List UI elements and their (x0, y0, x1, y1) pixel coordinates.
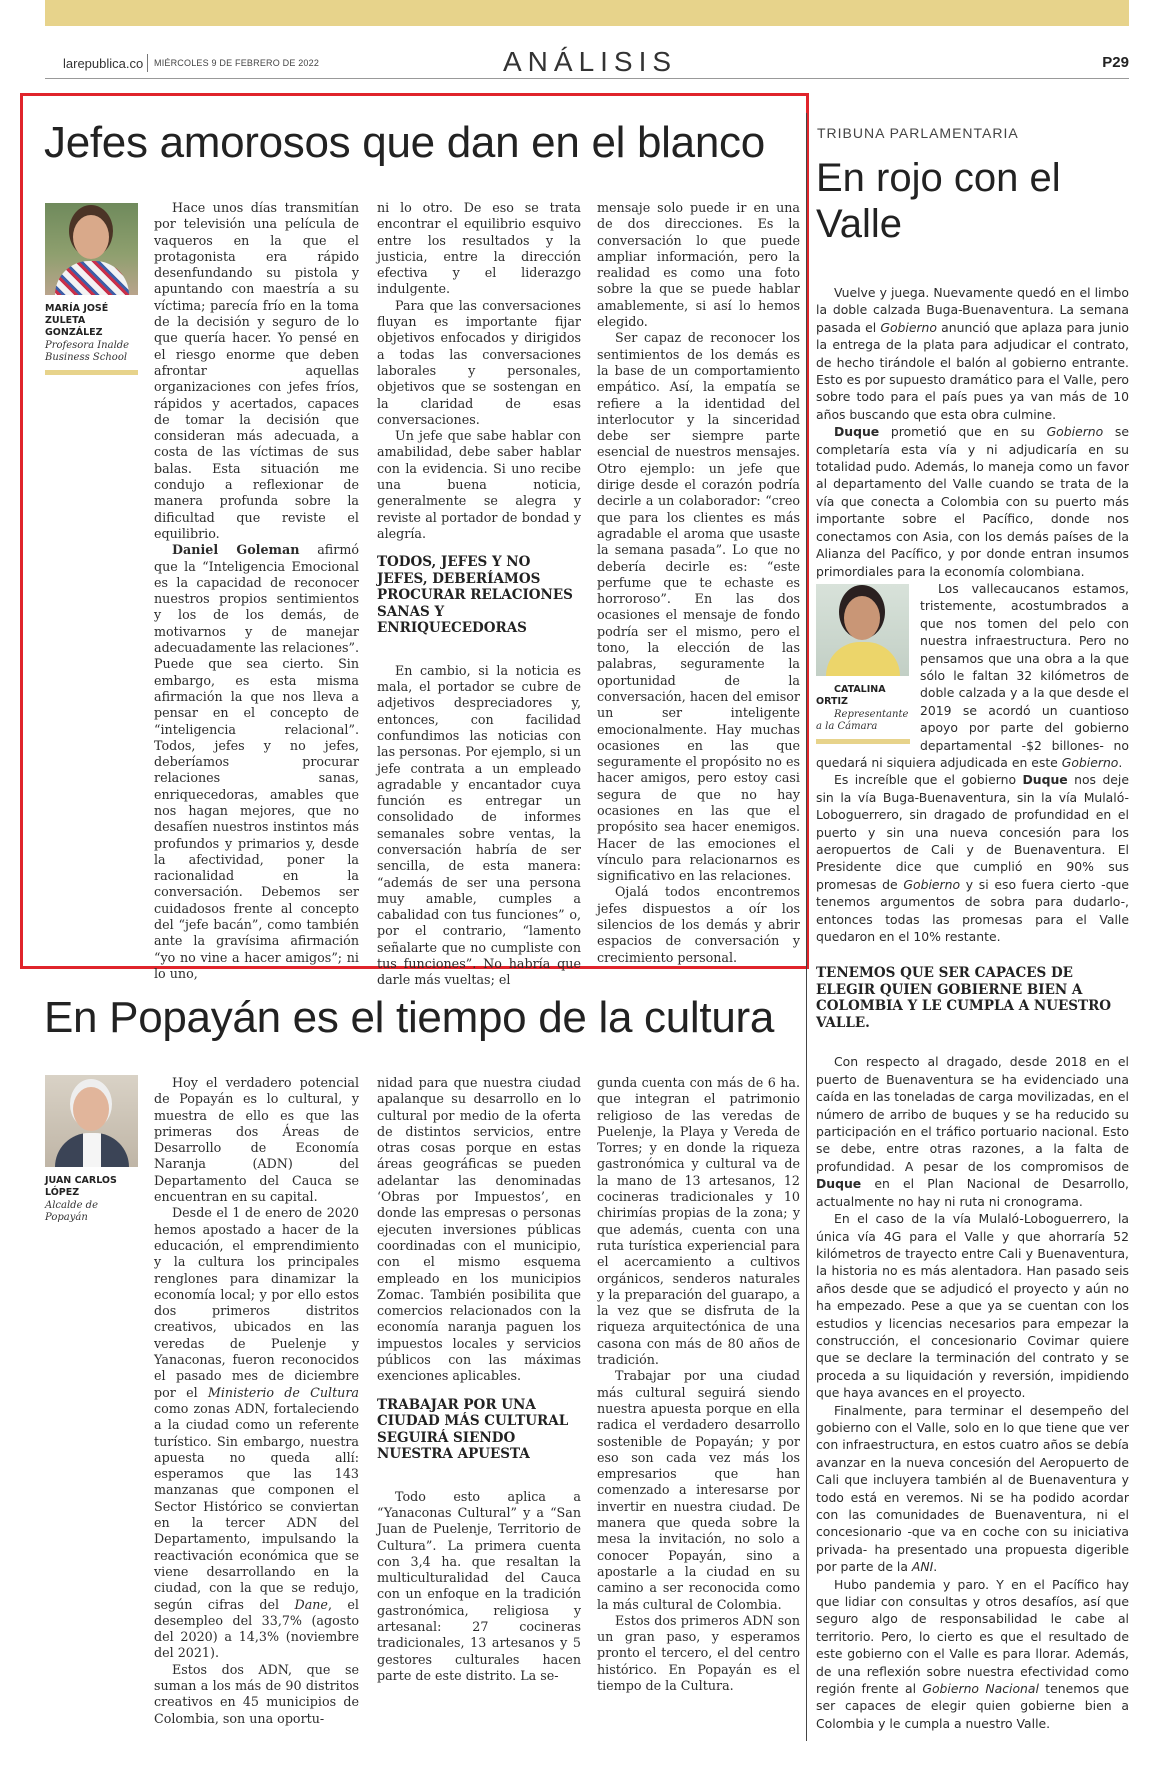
author-name: JUAN CARLOS LÓPEZ (45, 1175, 117, 1198)
masthead-divider (147, 54, 148, 72)
article1-author (45, 203, 138, 375)
paragraph: Hace unos días transmitían por televisión una película de vaqueros en la que el protagonista era rápido desenfundando su pistola y apuntando con maestría a su víctima; parecía frío en la toma de la decisión y seguro de lo que quería hacer. Yo pensé en el riesgo enorme que deben afrontar aquellas organizaciones con jefes fríos, rápidos y acertados, capaces de tomar la decisión que consideran más adecuada, a costa de las víctimas de sus balas. Esta situación me condujo a reflexionar de manera profunda sobre la dificultad que reviste el equilibrio. (154, 200, 359, 541)
text-run: tenemos que ser capaces de elegir quien gobierne bien a Colombia y le cumpla a nuestro Valle. (816, 1681, 1129, 1731)
text-run: se completaría esta vía y ni adjudicaría en su totalidad pudo. Además, lo maneja como un favor al departamento del Valle cuando se trata de la vía que conecta a Colombia con su puerto más importante sobre el Pacífico, donde nos conectamos con Asia, con los demás países de la Alianza del Pacífico, y por donde entran insumos primordiales para la economía colombiana. (816, 424, 1129, 579)
text-run: Gobierno Nacional (922, 1681, 1039, 1697)
paragraph: Ser capaz de reconocer los sentimientos de los demás es la base de un comportamiento empático. Así, la empatía se refiere a la identidad del interlocutor y la sinceridad debe ser siempre parte esencial de nuestros mensajes. Otro ejemplo: un jefe que dirige desde el corazón podría decirle a un colaborador: “creo que para los clientes es más agradable el aroma que usaste la semana pasada”. Lo que no debería decirle es: “este perfume que te echaste es horroroso”. En las dos ocasiones el mensaje de fondo podría ser el mismo, pero el tono, la elección de las palabras, seguramente la oportunidad de la conversación, hacen del emisor un ser inteligente emocionalmente. Hay muchas ocasiones en las que seguramente el propósito no es hacer amigos, pero estoy casi segura de que no hay ocasiones en las que el propósito sea hacer enemigos. Hacer de las emociones el vínculo para relacionarnos es significativo en las relaciones. (597, 330, 800, 884)
section-name: ANÁLISIS (503, 46, 678, 77)
text-run: , el desempleo del 33,7% (agosto del 2020) a 14,3% (noviembre del 2021). (154, 1596, 359, 1661)
issue-date: MIÉRCOLES 9 DE FEBRERO DE 2022 (154, 58, 320, 68)
author-role: Alcalde de Popayán (45, 1200, 98, 1223)
pull-quote: TODOS, JEFES Y NO JEFES, DEBERÍAMOS PROCURAR RELACIONES SANAS Y ENRIQUECEDORAS (377, 554, 573, 637)
text-run: Vuelve y juega. Nuevamente quedó en el limbo la doble calzada Buga-Buenaventura. La semana pasada el (816, 285, 1129, 335)
person-name: Duque (816, 1176, 862, 1192)
text-run: Ministerio de Cultura (207, 1384, 359, 1400)
text-run: nos deje sin la vía Buga-Buenaventura, sin la vía Mulaló-Loboguerrero, sin dragado de profundidad en el puerto y sin una nueva concesión para los aeropuertos de Cali y de Buenaventura. El Presidente dice que cumplió en 90% sus promesas de (816, 772, 1129, 892)
text-run: afirmó que la “Inteligencia Emocional es la capacidad de reconocer nuestros propios sentimientos y los de los demás, de motivarnos y de manejar adecuadamente las relaciones”. Puede que sea cierto. Sin embargo, es esta misma afirmación la que nos lleva a pensar en el concepto de “inteligencia relacional”. Todos, jefes y no jefes, deberíamos procurar relaciones sanas, enriquecedoras, amables que nos hagan mejores, que no desafíen nuestros instintos más profundos y primarios y, desde la afectividad, poner la racionalidad en la conversación. Debemos ser cuidadosos frente al concepto del “jefe bacán”, como también ante la gravísima afirmación “yo no vine a hacer amigos”; ni lo uno, (154, 542, 359, 981)
paragraph (154, 542, 359, 982)
author-name: MARÍA JOSÉ ZULETA GONZÁLEZ (45, 303, 109, 338)
text-run: Gobierno (1061, 754, 1119, 770)
article1-column-1 (154, 200, 359, 982)
paragraph: Un jefe que sabe hablar con amabilidad, debe saber hablar con la evidencia. Si uno recibe una buena noticia, generalmente se alegra y reviste al portador de bondad y alegría. (377, 428, 581, 541)
author-rule (816, 739, 910, 744)
text-run: Es increíble que el gobierno (834, 772, 1023, 788)
text-run: Gobierno (880, 319, 937, 335)
text-run: Gobierno (903, 876, 961, 892)
paragraph: ni lo otro. De eso se trata encontrar el equilibrio esquivo entre los resultados y la justicia, entre la dirección efectiva y el liderazgo indulgente. (377, 200, 581, 297)
text-run: en el Plan Nacional de Desarrollo, actualmente no hay ni ruta ni cronograma. (816, 1176, 1129, 1209)
person-name: Duque (834, 424, 880, 440)
paragraph (154, 1205, 359, 1661)
paragraph (816, 1576, 1129, 1733)
article2-column-1 (154, 1075, 359, 1727)
text-run: ANI (911, 1559, 934, 1575)
paragraph: Hoy el verdadero potencial de Popayán es lo cultural, y muestra de ello es que las primeras dos Áreas de Desarrollo de Economía Naranja (ADN) del Departamento del Cauca se encuentran en su capital. (154, 1075, 359, 1205)
article3-body (816, 284, 1129, 1732)
person-name: Daniel Goleman (172, 542, 300, 558)
paragraph: En el caso de la vía Mulaló-Loboguerrero, la única vía 4G para el Valle y que ahorraría 52 kilómetros de trayecto entre Cali y Buenaventura, la historia no es más alentadora. Han pasado seis años desde que se adjudicó el proyecto y aún no ha empezado. Pese a que ya se cuentan con los estudios y licencias necesarios para empezar la construcción, el concesionario Covimar quiere que se declare la terminación del contrato y se proceda a su liquidación y reversión, impidiendo que haya avances en el proyecto. (816, 1211, 1129, 1401)
text-run: Con respecto al dragado, desde 2018 en el puerto de Buenaventura se ha evidenciado una caída en las toneladas de carga movilizadas, en el número de arribo de buques y se ha reducido su participación en el tráfico portuario nacional. Esto se debe, entre otras razones, a la falta de profundidad. A pesar de los compromisos de (816, 1054, 1129, 1174)
paragraph: Ojalá todos encontremos jefes dispuestos a oír los silencios de los demás y abrir espacios de conversación y crecimiento personal. (597, 884, 800, 965)
author-role: Profesora Inalde Business School (45, 340, 130, 363)
author-rule (45, 370, 138, 375)
author-name: CATALINA ORTIZ (816, 683, 886, 707)
author-photo (816, 584, 909, 676)
article3-author (816, 584, 910, 744)
masthead-rule (45, 78, 1129, 79)
paragraph: En cambio, si la noticia es mala, el portador se cubre de adjetivos despreciadores y, entonces, con facilidad confundimos las noticias con las personas. Por ejemplo, si un jefe contrata a un empleado agradable y encantador cuya función es entregar un consolidado de informes semanales sobre ventas, la conversación habría de ser sencilla, de esta manera: “además de ser una persona muy amable, cumples a cabalidad con tus funciones” o, por el contrario, “lamento señalarte que no cumpliste con tus funciones”. No habría que darle más vueltas; el (377, 662, 581, 988)
text-run: prometió que en su (879, 424, 1047, 440)
paragraph: Trabajar por una ciudad más cultural seguirá siendo nuestra apuesta porque en ella radica el verdadero desarrollo sostenible de Popayán; y por eso son cada vez más los empresarios que han comenzado a interesarse por invertir en nuestra ciudad. De manera que queda sobre la mesa la invitación, no solo a conocer Popayán, sino a apostarle a la ciudad en su camino a ser reconocida como la más cultural de Colombia. (597, 1368, 800, 1612)
text-run: Hubo pandemia y paro. Y en el Pacífico hay que lidiar con consultas y otros desafíos, así que seguro algo de responsabilidad le cabe al territorio. Pero, lo cierto es que el resultado de este gobierno con el Valle es para llorar. Además, de una reflexión sobre nuestra efectividad como región frente al (816, 1576, 1129, 1697)
author-role: Representante a la Cámara (816, 708, 909, 732)
paragraph (816, 284, 1129, 423)
paragraph (816, 1402, 1129, 1576)
site-name: larepublica.co (63, 56, 144, 71)
paragraph (816, 771, 1129, 945)
paragraph: nidad para que nuestra ciudad apalanque su desarrollo en lo cultural por medio de la oferta de distintos servicios, entre otras cosas porque en estas áreas geográficas se pueden adelantar las denominadas ‘Obras por Impuestos’, en donde las empresas o personas ejecuten inversiones públicas coordinadas con el municipio, con el mismo esquema empleado en los municipios Zomac. También posibilita que comercios relacionados con la economía naranja paguen los impuestos locales y servicios públicos con las máximas exenciones aplicables. (377, 1075, 581, 1384)
pull-quote: TENEMOS QUE SER CAPACES DE ELEGIR QUIEN GOBIERNE BIEN A COLOMBIA Y LE CUMPLA A NUESTRO VALLE. (816, 965, 1112, 1031)
paragraph (816, 1053, 1129, 1210)
paragraph: Estos dos ADN, que se suman a los más de 90 distritos creativos en 45 municipios de Colombia, son una oportu- (154, 1661, 359, 1726)
person-name: Duque (1022, 772, 1068, 788)
text-run: anunció que aplaza para junio la entrega de la plata para adjudicar el contrato, de hecho tirándole el balón al gobierno entrante. Esto es por supuesto dramático para el Valle, pero sobre todo para el país pues ya van más de 10 años buscando que esta obra culmine. (816, 319, 1129, 422)
text-run: y si eso fuera cierto -que tenemos argumentos de sobra para dudarlo-, entonces todas las promesas para el Valle quedaron en el 10% restante. (816, 876, 1129, 945)
article2-column-2 (377, 1075, 581, 1684)
article2-title: En Popayán es el tiempo de la cultura (44, 993, 775, 1042)
paragraph: Todo esto aplica a “Yanaconas Cultural” y a “San Juan de Puelenje, Territorio de Cultura”. La primera cuenta con 3,4 ha. que resaltan la multiculturalidad del Cauca con un enfoque en la tradición gastronómica, religiosa y artesanal: 27 cocineras tradicionales, 13 artesanos y 5 gestores culturales hacen parte de este distrito. La se- (377, 1488, 581, 1683)
page-number: P29 (1102, 54, 1129, 71)
author-photo (45, 203, 138, 295)
text-run: Finalmente, para terminar el desempeño del gobierno con el Valle, solo en lo que tiene que ver con infraestructura, en estos cuatro años se debía avanzar en la nueva concesión del Aeropuerto de Cali que incluyera también al de Buenaventura y todo está en veremos. Ni se ha podido acordar con las comunidades de Buenaventura, ni el concesionario -que va en coche con su iniciativa privada- ha presentado una propuesta digerible por parte de la (816, 1402, 1129, 1575)
text-run: . (1118, 754, 1123, 770)
article1-title: Jefes amorosos que dan en el blanco (44, 118, 765, 167)
article1-column-3 (597, 200, 800, 966)
text-run: Desde el 1 de enero de 2020 hemos apostado a hacer de la educación, el emprendimiento y la cultura los principales renglones para dinamizar la economía local; y por ello estos dos primeros distritos creativos, ubicados en las veredas de Puelenje y Yanaconas, fueron reconocidos el pasado mes de diciembre por el (154, 1205, 359, 1400)
article1-column-2 (377, 200, 581, 989)
paragraph (816, 580, 1129, 771)
article3-kicker: TRIBUNA PARLAMENTARIA (817, 125, 1019, 141)
paragraph: Para que las conversaciones fluyan es importante fijar objetivos enfocados y dirigidos a todas las conversaciones laborales y personales, objetivos que se sostengan en la claridad de esas conversaciones. (377, 297, 581, 427)
column-divider (806, 113, 807, 1741)
paragraph: mensaje solo puede ir en una de dos direcciones. Es la conversación lo que puede ampliar información, pero la realidad es como una foto sobre la que se puede hablar amablemente, si así lo hemos elegido. (597, 200, 800, 330)
paragraph: gunda cuenta con más de 6 ha. que integran el patrimonio religioso de las veredas de Puelenje, la Playa y Vereda de Torres; y en donde la riqueza gastronómica y cultural va de la mano de 13 artesanos, 12 cocineras tradicionales y 10 chirimías propias de la zona; y que además, cuenta con una ruta turística experiencial para el acercamiento a cultivos orgánicos, senderos naturales y la preparación del guarapo, a la vez que se disfruta de la riqueza arquitectónica de una casona con más de 80 años de tradición. (597, 1075, 800, 1368)
article3-title: En rojo con el Valle (816, 156, 1061, 246)
text-run: como zonas ADN, fortaleciendo a la ciudad como un referente turístico. Sin embargo, nuestra apuesta no queda allí: esperamos que las 143 manzanas que componen el Sector Histórico se conviertan en la tercer ADN del Departamento, impulsando la reactivación económica que se viene desarrollando en la ciudad, con la que se redujo, según cifras del (154, 1400, 359, 1612)
paragraph: Estos dos primeros ADN son un gran paso, y esperamos pronto el tercero, el del centro histórico. En Popayán es el tiempo de la Cultura. (597, 1612, 800, 1693)
text-run: Gobierno (1046, 424, 1104, 440)
masthead (63, 46, 1129, 80)
paragraph (816, 423, 1129, 580)
top-color-bar (45, 0, 1129, 26)
pull-quote: TRABAJAR POR UNA CIUDAD MÁS CULTURAL SEGUIRÁ SIENDO NUESTRA APUESTA (377, 1396, 569, 1463)
article2-column-3 (597, 1075, 800, 1694)
text-run: . (933, 1559, 938, 1575)
text-run: Los vallecaucanos estamos, tristemente, acostumbrados a que nos tomen del pelo con nuestra infraestructura. Pero no pensamos que una obra a la que sólo le faltan 32 kilómetros de doble calzada y a la que desde el 2019 se acordó un cuantioso apoyo por parte del gobierno departamental -$2 billones- no quedará ni siquiera adjudicada en este (816, 580, 1129, 770)
author-photo (45, 1075, 138, 1167)
article2-author (45, 1075, 138, 1224)
text-run: Dane (294, 1596, 328, 1612)
